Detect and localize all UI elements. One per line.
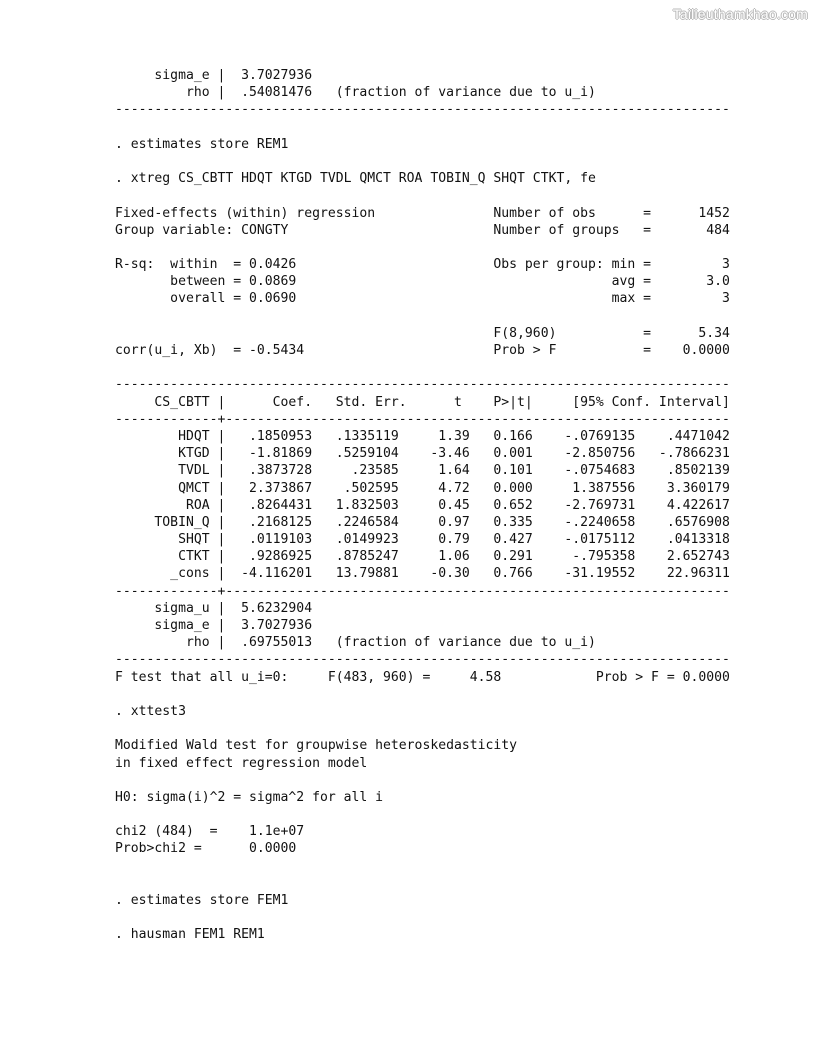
- log-line: Group variable: CONGTY Number of groups = 484: [115, 222, 730, 238]
- log-line: rho | .69755013 (fraction of variance due to u_i): [115, 635, 596, 651]
- log-line: SHQT | .0119103 .0149923 0.79 0.427 -.0175112 .0413318: [115, 532, 730, 548]
- log-line: rho | .54081476 (fraction of variance due to u_i): [115, 85, 596, 101]
- log-line: CS_CBTT | Coef. Std. Err. t P>|t| [95% Conf. Interval]: [115, 394, 730, 410]
- log-line: CTKT | .9286925 .8785247 1.06 0.291 -.795358 2.652743: [115, 549, 730, 565]
- log-line: . estimates store REM1: [115, 136, 289, 152]
- log-line: -------------+----------------------------------------------------------------: [115, 583, 730, 599]
- log-line: [115, 359, 755, 376]
- log-line: TOBIN_Q | .2168125 .2246584 0.97 0.335 -.2240658 .6576908: [115, 514, 730, 530]
- stata-output-log: [115, 67, 755, 944]
- log-line: H0: sigma(i)^2 = sigma^2 for all i: [115, 789, 384, 805]
- log-line: [115, 909, 755, 926]
- log-line: [115, 858, 755, 875]
- log-line: [115, 153, 755, 170]
- log-line: ------------------------------------------------------------------------------: [115, 652, 730, 668]
- log-line: -------------+----------------------------------------------------------------: [115, 411, 730, 427]
- log-line: sigma_u | 5.6232904: [115, 600, 313, 616]
- log-line: Modified Wald test for groupwise heteroskedasticity: [115, 738, 518, 754]
- log-line: ROA | .8264431 1.832503 0.45 0.652 -2.769731 4.422617: [115, 497, 730, 513]
- log-line: [115, 119, 755, 136]
- log-line: between = 0.0869 avg = 3.0: [115, 274, 730, 290]
- log-line: [115, 772, 755, 789]
- log-line: QMCT | 2.373867 .502595 4.72 0.000 1.387556 3.360179: [115, 480, 730, 496]
- log-line: sigma_e | 3.7027936: [115, 618, 313, 633]
- log-line: TVDL | .3873728 .23585 1.64 0.101 -.0754683 .8502139: [115, 463, 730, 479]
- log-line: [115, 875, 755, 892]
- log-line: . xttest3: [115, 703, 186, 719]
- log-line: sigma_e | 3.7027936: [115, 68, 313, 83]
- log-line: . estimates store FEM1: [115, 893, 289, 908]
- log-line: [115, 308, 755, 325]
- log-line: KTGD | -1.81869 .5259104 -3.46 0.001 -2.850756 -.7866231: [115, 446, 730, 462]
- log-line: [115, 686, 755, 703]
- log-line: chi2 (484) = 1.1e+07: [115, 824, 305, 840]
- log-line: [115, 239, 755, 256]
- log-line: HDQT | .1850953 .1335119 1.39 0.166 -.0769135 .4471042: [115, 428, 730, 444]
- log-line: _cons | -4.116201 13.79881 -0.30 0.766 -31.19552 22.96311: [115, 566, 730, 582]
- log-line: corr(u_i, Xb) = -0.5434 Prob > F = 0.0000: [115, 343, 730, 358]
- log-line: F(8,960) = 5.34: [115, 325, 730, 341]
- log-line: . xtreg CS_CBTT HDQT KTGD TVDL QMCT ROA TOBIN_Q SHQT CTKT, fe: [115, 171, 596, 187]
- log-line: in fixed effect regression model: [115, 755, 368, 771]
- log-line: [115, 806, 755, 823]
- log-line: [115, 187, 755, 204]
- log-line: ------------------------------------------------------------------------------: [115, 377, 730, 393]
- log-line: ------------------------------------------------------------------------------: [115, 102, 730, 118]
- watermark-text: Tailieuthamkhao.com: [672, 6, 808, 22]
- log-line: . hausman FEM1 REM1: [115, 927, 265, 943]
- log-line: overall = 0.0690 max = 3: [115, 291, 730, 307]
- log-line: [115, 720, 755, 737]
- log-line: Fixed-effects (within) regression Number of obs = 1452: [115, 205, 730, 221]
- log-line: R-sq: within = 0.0426 Obs per group: min = 3: [115, 257, 730, 273]
- log-line: F test that all u_i=0: F(483, 960) = 4.58 Prob > F = 0.0000: [115, 669, 730, 685]
- log-line: Prob>chi2 = 0.0000: [115, 841, 297, 857]
